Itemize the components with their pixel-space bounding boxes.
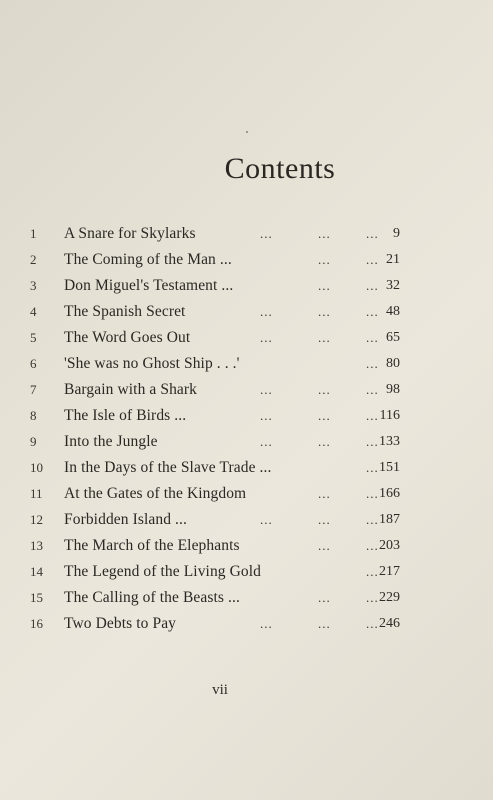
leader-dots: ... [366,538,379,553]
toc-entry [30,325,400,351]
chapter-number: 9 [30,434,37,449]
toc-entry [30,299,400,325]
leader-dots: ... [318,512,331,527]
page-number: 65 [386,330,400,345]
leader-dots: ... [260,330,273,345]
page-number: 80 [386,356,400,371]
leader-dots: ... [366,408,379,423]
leader-dots: ... [318,486,331,501]
page-number: 166 [379,486,400,501]
toc-entry [30,273,400,299]
leader-dots: ... [366,382,379,397]
leader-dots: ... [366,304,379,319]
page-number: 21 [386,252,400,267]
leader-dots: ... [318,330,331,345]
toc-entry [30,481,400,507]
chapter-number: 3 [30,278,37,293]
table-of-contents [30,221,400,637]
toc-entry [30,377,400,403]
leader-dots: ... [366,278,379,293]
chapter-number: 2 [30,252,37,267]
leader-dots: ... [260,512,273,527]
page-number: 133 [379,434,400,449]
chapter-number: 6 [30,356,37,371]
toc-entry [30,611,400,637]
chapter-number: 14 [30,564,43,579]
leader-dots: ... [366,564,379,579]
chapter-number: 1 [30,226,37,241]
page-number: 48 [386,304,400,319]
leader-dots: ... [260,382,273,397]
toc-entry [30,247,400,273]
chapter-number: 11 [30,486,43,501]
chapter-title: Forbidden Island ... [64,511,187,528]
toc-entry [30,351,400,377]
page-number: 217 [379,564,400,579]
chapter-number: 12 [30,512,43,527]
chapter-title: Two Debts to Pay [64,615,177,632]
toc-entry [30,403,400,429]
page-number: 187 [379,512,400,527]
chapter-number: 16 [30,616,43,631]
chapter-title: At the Gates of the Kingdom [64,485,247,502]
chapter-number: 4 [30,304,37,319]
toc-entry [30,533,400,559]
chapter-number: 15 [30,590,43,605]
leader-dots: ... [366,252,379,267]
chapter-title: The Word Goes Out [64,329,191,346]
chapter-title: The March of the Elephants [64,537,240,554]
toc-entry [30,559,400,585]
folio-text: vii [212,682,228,698]
chapter-number: 13 [30,538,43,553]
toc-entry [30,221,400,247]
chapter-number: 7 [30,382,37,397]
leader-dots: ... [366,512,379,527]
leader-dots: ... [366,616,379,631]
leader-dots: ... [318,616,331,631]
chapter-title: The Coming of the Man ... [64,251,232,268]
leader-dots: ... [366,330,379,345]
chapter-title: The Legend of the Living Gold [64,563,262,580]
page-folio [0,682,440,699]
toc-entry [30,507,400,533]
toc-entry [30,585,400,611]
leader-dots: ... [318,434,331,449]
leader-dots: ... [260,434,273,449]
page-number: 151 [379,460,400,475]
chapter-number: 8 [30,408,37,423]
leader-dots: ... [318,382,331,397]
chapter-title: 'She was no Ghost Ship . . .' [64,355,240,372]
leader-dots: ... [366,434,379,449]
leader-dots: ... [366,460,379,475]
chapter-title: Into the Jungle [64,433,158,450]
leader-dots: ... [318,408,331,423]
leader-dots: ... [366,356,379,371]
chapter-title: A Snare for Skylarks [64,225,196,242]
leader-dots: ... [318,226,331,241]
leader-dots: ... [318,304,331,319]
chapter-title: The Spanish Secret [64,303,186,320]
contents-heading-text: Contents [224,152,336,185]
leader-dots: ... [260,408,273,423]
page-number: 203 [379,538,400,553]
toc-entry [30,455,400,481]
chapter-number: 10 [30,460,43,475]
leader-dots: ... [260,304,273,319]
paper-speck [246,131,248,133]
leader-dots: ... [366,486,379,501]
chapter-title: Bargain with a Shark [64,381,198,398]
chapter-title: Don Miguel's Testament ... [64,277,234,294]
contents-heading [0,152,440,186]
leader-dots: ... [260,616,273,631]
leader-dots: ... [318,278,331,293]
page-number: 98 [386,382,400,397]
chapter-title: The Calling of the Beasts ... [64,589,240,606]
page-number: 246 [379,616,400,631]
leader-dots: ... [366,226,379,241]
chapter-title: The Isle of Birds ... [64,407,187,424]
page-number: 32 [386,278,400,293]
page-number: 229 [379,590,400,605]
leader-dots: ... [318,538,331,553]
chapter-number: 5 [30,330,37,345]
page-number: 9 [393,226,400,241]
toc-entry [30,429,400,455]
leader-dots: ... [366,590,379,605]
page-number: 116 [379,408,400,423]
leader-dots: ... [318,252,331,267]
leader-dots: ... [260,226,273,241]
leader-dots: ... [318,590,331,605]
chapter-title: In the Days of the Slave Trade ... [64,459,272,476]
